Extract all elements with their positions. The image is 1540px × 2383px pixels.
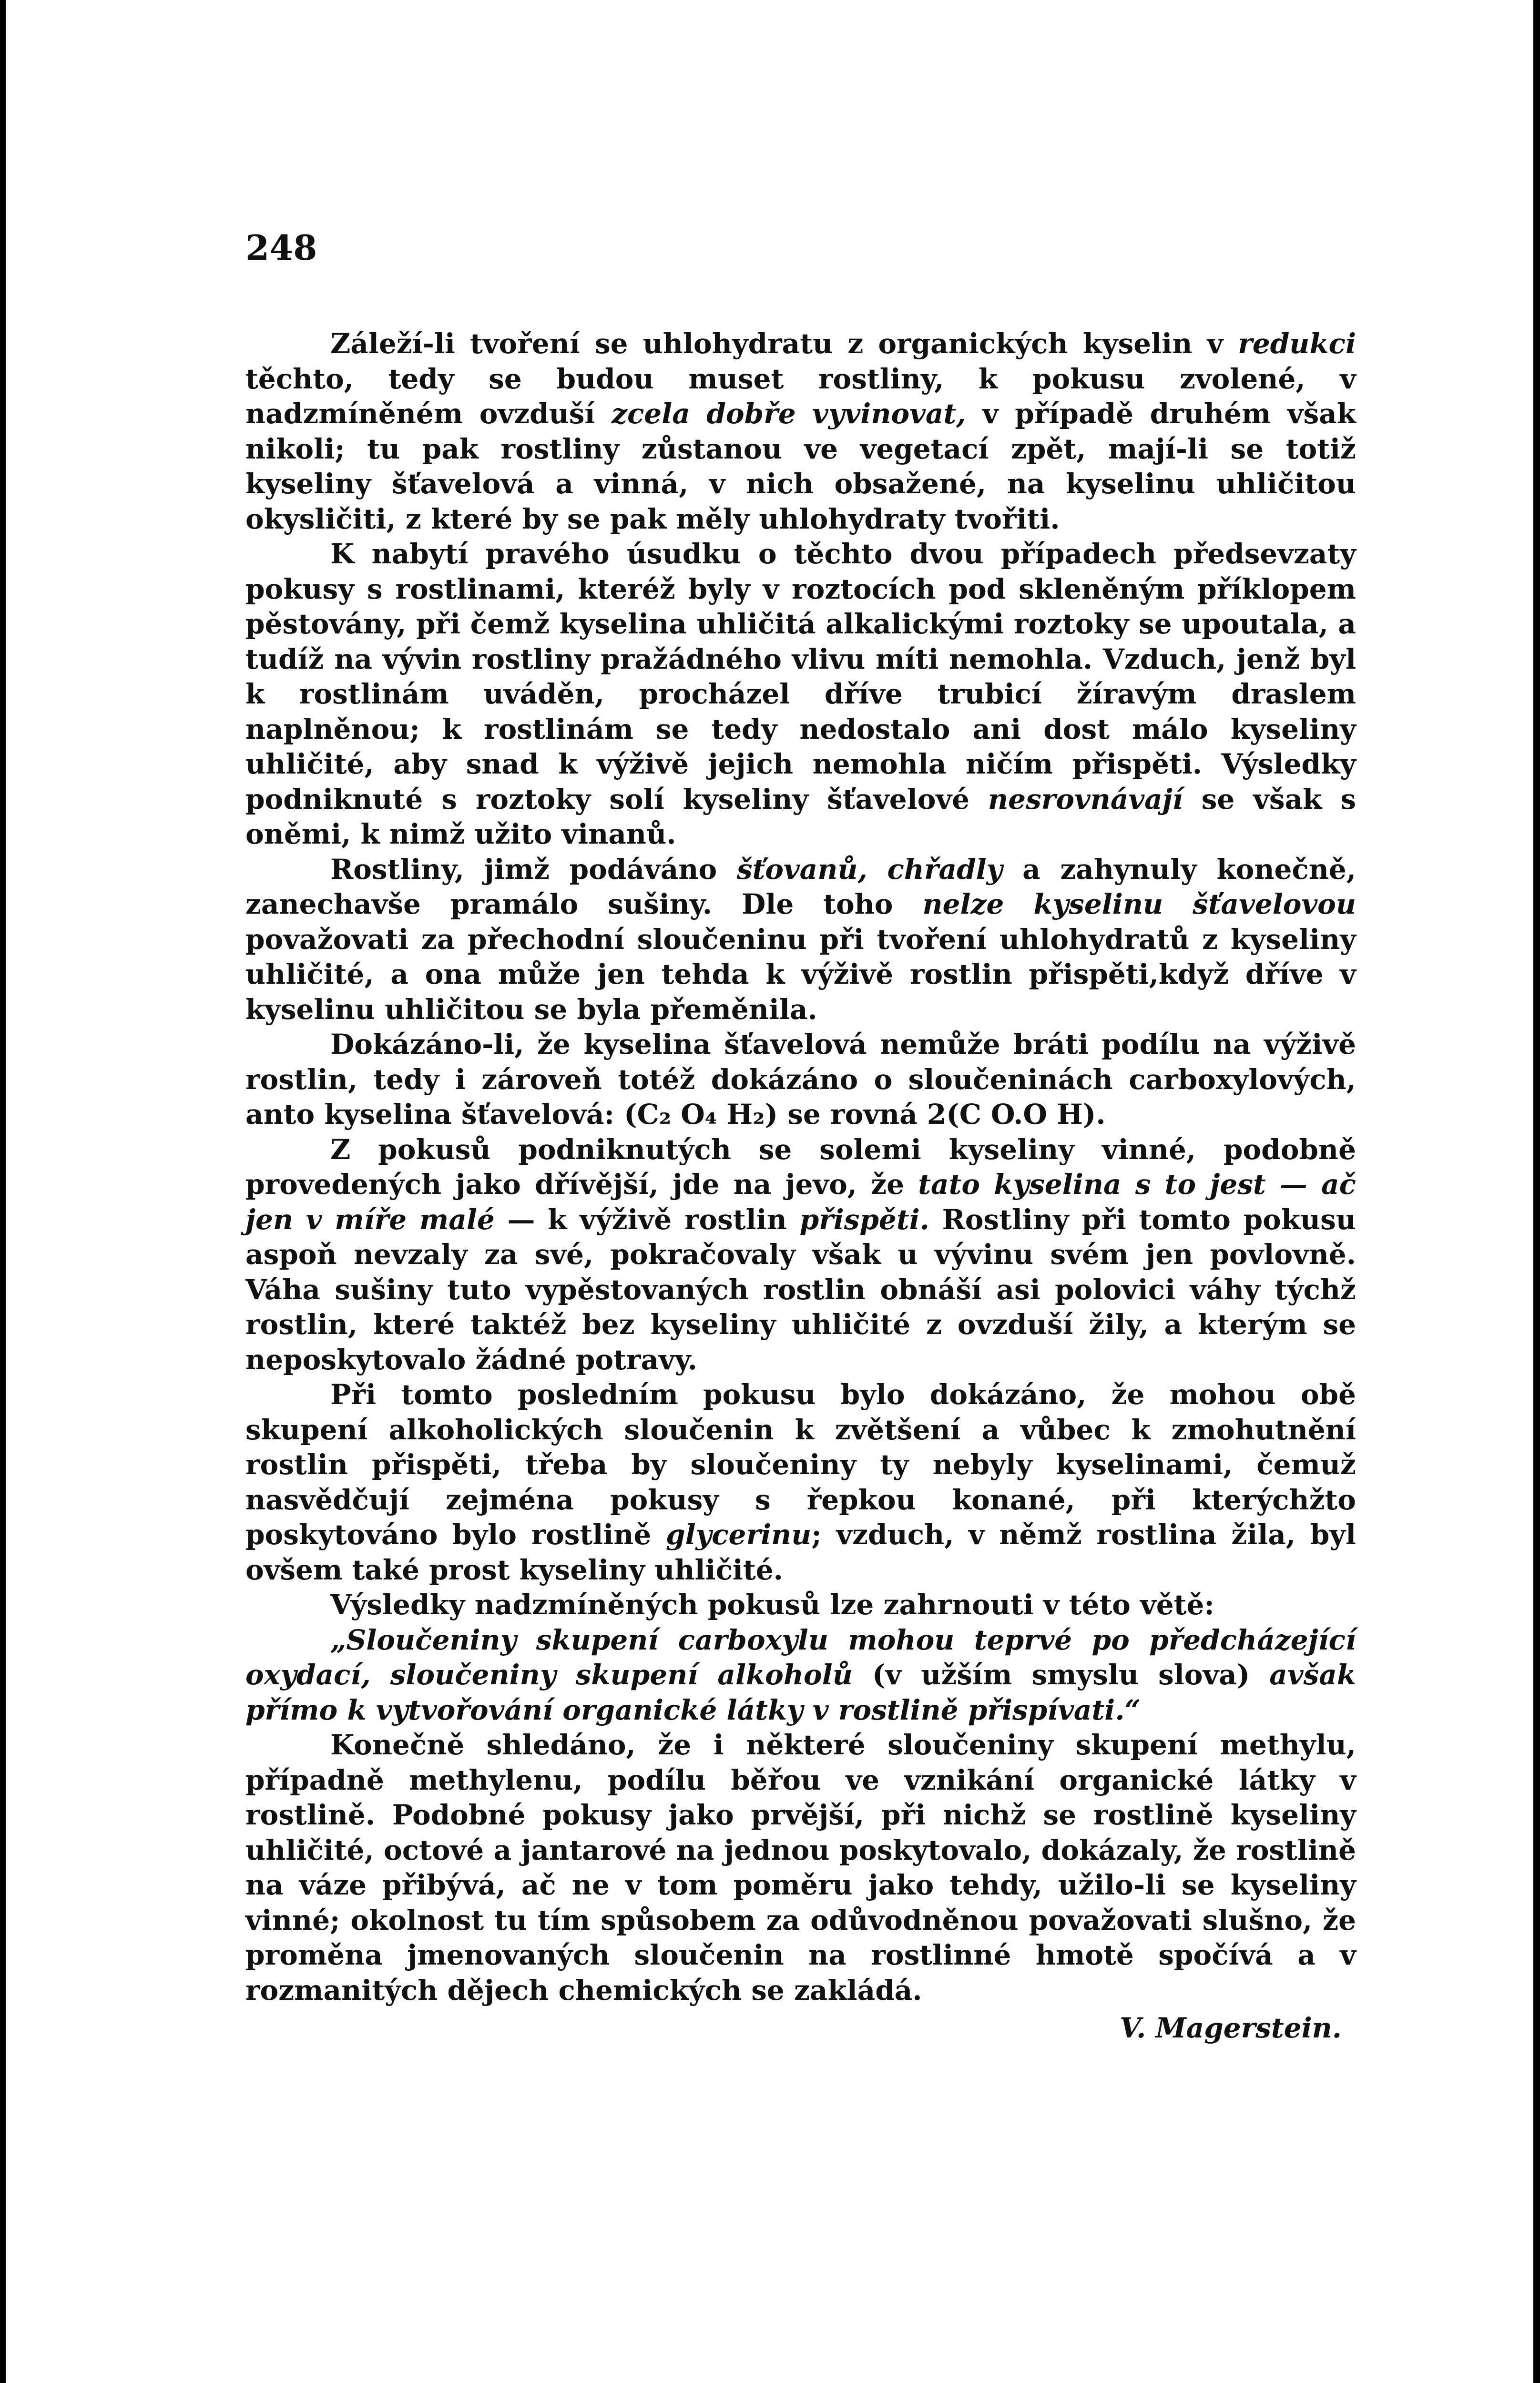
emphasized-text: nelze kyselinu šťavelovou xyxy=(922,888,1356,920)
emphasized-text: redukci xyxy=(1238,327,1356,360)
emphasized-text: „Sloučeniny skupení carboxylu mohou teprvé po předcházející oxydací, sloučeniny skupení alkoholů xyxy=(245,1623,1356,1691)
text-run: považovati za přechodní sloučeninu při tvoření uhlohydratů z kyseliny uhličité, a ona může jen tehda k výživě rostlin přispěti,když dříve v kyselinu uhličitou se byla přeměnila. xyxy=(245,923,1356,1026)
page xyxy=(6,0,1533,2383)
text-run: K nabytí pravého úsudku o těchto dvou případech předsevzaty pokusy s rostlinami, kteréž byly v roztocích pod skleněným příklopem pěstovány, při čemž kyselina uhličitá alkalickými roztoky se upoutala, a tudíž na vývin rostliny pražádného vlivu míti nemohla. Vzduch, jenž byl k rostlinám uváděn, procházel dříve trubicí žíravým draslem naplněnou; k rostlinám se tedy nedostalo ani dost málo kyseliny uhličité, aby snad k výživě jejich nemohla ničím přispěti. Výsledky podniknuté s roztoky solí kyseliny šťavelové xyxy=(245,538,1356,815)
author-signature: V. Magerstein. xyxy=(1120,2012,1342,2044)
emphasized-text: zcela dobře vyvinovat, xyxy=(612,397,966,430)
emphasized-text: šťovanů, chřadly xyxy=(736,853,1003,886)
emphasized-text: nesrovnávají xyxy=(988,783,1183,815)
text-run: Rostliny, jimž podáváno xyxy=(330,853,737,886)
page-content xyxy=(245,226,1356,2046)
paragraph xyxy=(245,537,1356,852)
text-run: Z pokusů podniknutých se solemi kyseliny vinné, podobně provedených jako dřívější, jde na jevo, že xyxy=(245,1133,1356,1201)
text-run: — k výživě rostlin xyxy=(494,1203,800,1236)
text-run: těchto, tedy se budou muset rostliny, k pokusu zvolené, v nadzmíněném ovzduší xyxy=(245,362,1356,430)
text-run: Při tomto posledním pokusu bylo dokázáno, že mohou obě skupení alkoholických sloučenin k zvětšení a vůbec k zmohutnění rostlin přispěti, třeba by sloučeniny ty nebyly kyselinami, čemuž nasvědčují zejména pokusy s řepkou konané, při kterýchžto poskytováno bylo rostlině xyxy=(245,1378,1356,1551)
emphasized-text: avšak přímo k vytvořování organické látky v rostlině přispívati.“ xyxy=(245,1659,1356,1726)
text-run: v případě druhém však nikoli; tu pak rostliny zůstanou ve vegetací zpět, mají-li se totiž kyseliny šťavelová a vinná, v nich obsažené, na kyselinu uhličitou okysličiti, z které by se pak měly uhlohydraty tvořiti. xyxy=(245,397,1356,535)
page-number: 248 xyxy=(245,227,317,268)
paragraph xyxy=(245,1132,1356,1378)
text-run: (v užším smyslu slova) xyxy=(852,1659,1270,1691)
text-run: Záleží-li tvoření se uhlohydratu z organických kyselin v xyxy=(330,327,1238,360)
paragraph xyxy=(245,326,1356,537)
paragraph xyxy=(245,1027,1356,1132)
paragraph xyxy=(245,852,1356,1028)
paragraph xyxy=(245,1728,1356,2008)
text-run: a zahynuly konečně, zanechavše pramálo sušiny. Dle toho xyxy=(245,853,1356,920)
text-run: ; vzduch, v němž rostlina žila, byl ovšem také prost kyseliny uhličité. xyxy=(245,1518,1356,1586)
paragraph xyxy=(245,1623,1356,1728)
text-run: Dokázáno-li, že kyselina šťavelová nemůže bráti podílu na výživě rostlin, tedy i zároveň totéž dokázáno o sloučeninách carboxylových, anto kyselina šťavelová: (C₂ O₄ H₂) se rovná 2(C O.O H). xyxy=(245,1028,1356,1130)
text-run: Rostliny při tomto pokusu aspoň nevzaly za své, pokračovaly však u vývinu svém jen povlovně. Váha sušiny tuto vypěstovaných rostlin obnáší asi polovici váhy týchž rostlin, které taktéž bez kyseliny uhličité z ovzduší žily, a kterým se neposkytovalo žádné potravy. xyxy=(245,1203,1356,1376)
emphasized-text: přispěti. xyxy=(799,1203,929,1236)
paragraph xyxy=(245,1377,1356,1588)
emphasized-text: glycerinu xyxy=(665,1518,812,1551)
text-run: Konečně shledáno, že i některé sloučeniny skupení methylu, případně methylenu, podílu běřou ve vznikání organické látky v rostlině. Podobné pokusy jako prvější, při nichž se rostlině kyseliny uhličité, octové a jantarové na jednou poskytovalo, dokázaly, že rostlině na váze přibývá, ač ne v tom poměru jako tehdy, užilo-li se kyseliny vinné; okolnost tu tím spůsobem za odůvodněnou považovati slušno, že proměna jmenovaných sloučenin na rostlinné hmotě spočívá a v rozmanitých dějech chemických se zakládá. xyxy=(245,1729,1356,2006)
body-text xyxy=(245,326,1356,2008)
emphasized-text: tato kyselina s to jest — ač jen v míře malé xyxy=(245,1168,1356,1236)
text-run: Výsledky nadzmíněných pokusů lze zahrnouti v této větě: xyxy=(330,1589,1214,1621)
paragraph xyxy=(245,1588,1356,1623)
text-run: se však s oněmi, k nimž užito vinanů. xyxy=(245,783,1356,850)
